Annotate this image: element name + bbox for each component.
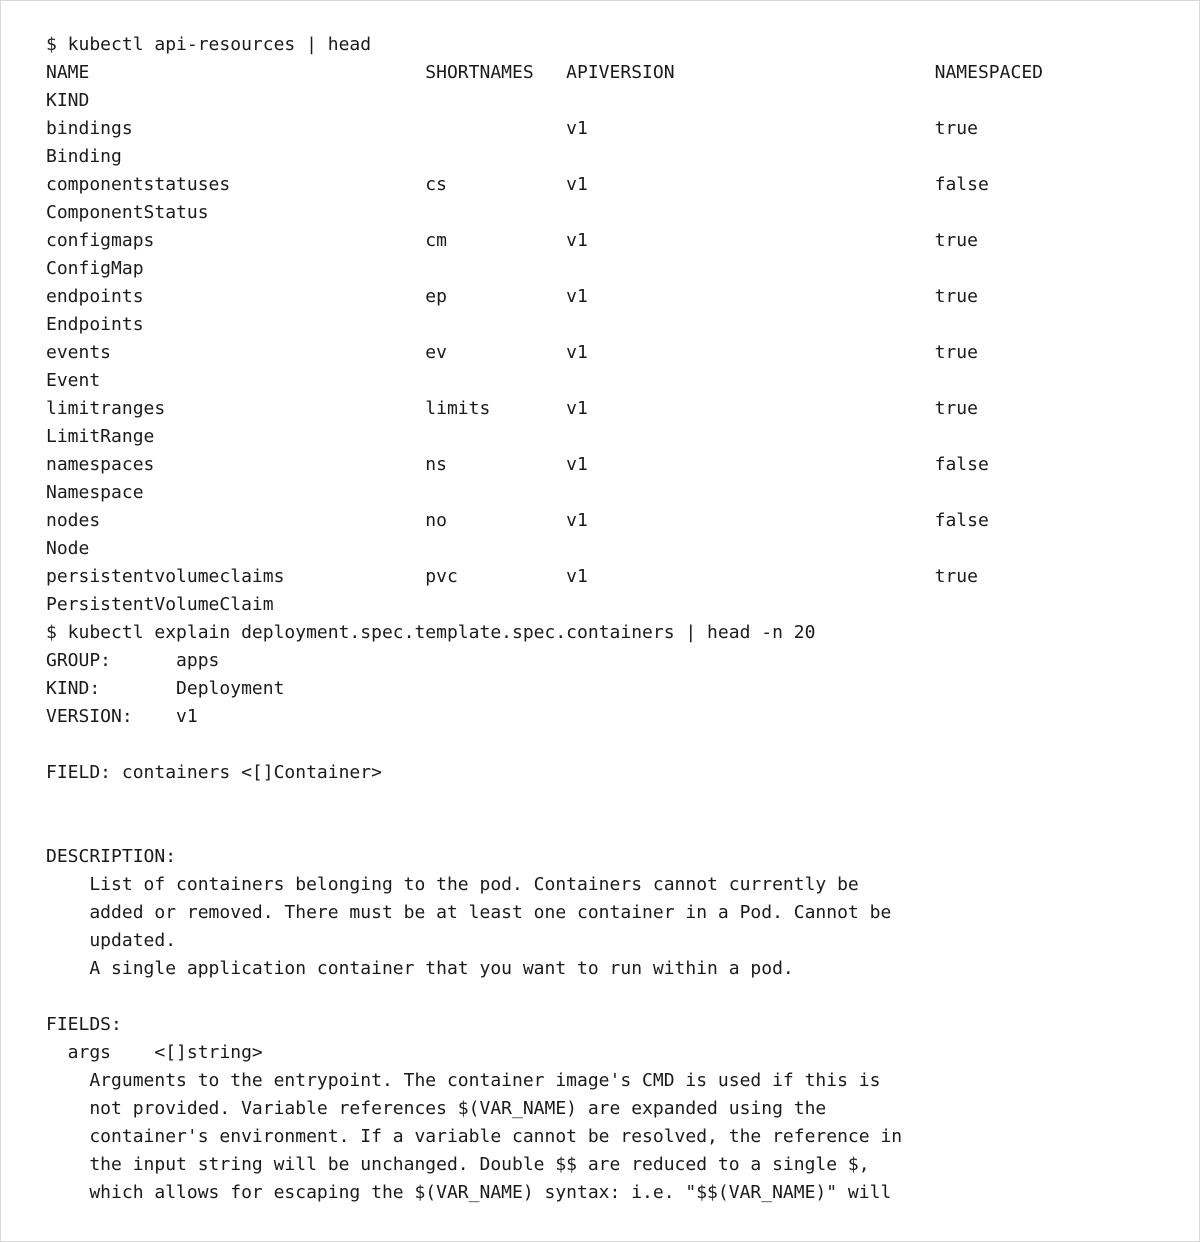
terminal-line: PersistentVolumeClaim [46, 594, 274, 615]
terminal-line: Arguments to the entrypoint. The container image's CMD is used if this is [46, 1070, 881, 1091]
terminal-line: DESCRIPTION: [46, 846, 177, 867]
terminal-line: events ev v1 true [46, 342, 978, 363]
terminal-line: List of containers belonging to the pod. Containers cannot currently be [46, 874, 859, 895]
terminal-line: persistentvolumeclaims pvc v1 true [46, 566, 978, 587]
terminal-output [46, 31, 1043, 1207]
terminal-line: added or removed. There must be at least one container in a Pod. Cannot be [46, 902, 892, 923]
command-line: $ kubectl explain deployment.spec.template.spec.containers | head -n 20 [46, 622, 816, 643]
terminal-line: ComponentStatus [46, 202, 209, 223]
terminal-line: endpoints ep v1 true [46, 286, 978, 307]
terminal-line [46, 787, 1043, 815]
terminal-line: KIND [46, 90, 90, 111]
terminal-line: Node [46, 538, 90, 559]
terminal-line: ConfigMap [46, 258, 144, 279]
terminal-line: FIELDS: [46, 1014, 122, 1035]
terminal-line: KIND: Deployment [46, 678, 285, 699]
terminal-line: componentstatuses cs v1 false [46, 174, 989, 195]
terminal-line: namespaces ns v1 false [46, 454, 989, 475]
terminal-line [46, 815, 1043, 843]
terminal-line: the input string will be unchanged. Double $$ are reduced to a single $, [46, 1154, 870, 1175]
terminal-line: args <[]string> [46, 1042, 263, 1063]
terminal-line: configmaps cm v1 true [46, 230, 978, 251]
terminal-line: Namespace [46, 482, 144, 503]
terminal-line: which allows for escaping the $(VAR_NAME) syntax: i.e. "$$(VAR_NAME)" will [46, 1182, 892, 1203]
terminal-line: FIELD: containers <[]Container> [46, 762, 382, 783]
terminal-line: updated. [46, 930, 177, 951]
terminal-line [46, 731, 1043, 759]
terminal-line: Endpoints [46, 314, 144, 335]
terminal-line: container's environment. If a variable cannot be resolved, the reference in [46, 1126, 903, 1147]
terminal-line: not provided. Variable references $(VAR_NAME) are expanded using the [46, 1098, 827, 1119]
terminal-line: VERSION: v1 [46, 706, 198, 727]
command-line: $ kubectl api-resources | head [46, 34, 372, 55]
terminal-line: GROUP: apps [46, 650, 220, 671]
terminal-line: limitranges limits v1 true [46, 398, 978, 419]
terminal-line: Binding [46, 146, 122, 167]
terminal-line: nodes no v1 false [46, 510, 989, 531]
terminal-line: Event [46, 370, 101, 391]
terminal-line: LimitRange [46, 426, 155, 447]
terminal-line: bindings v1 true [46, 118, 978, 139]
table-header-row: NAME SHORTNAMES APIVERSION NAMESPACED [46, 62, 1043, 83]
terminal-line [46, 983, 1043, 1011]
terminal-line: A single application container that you want to run within a pod. [46, 958, 794, 979]
